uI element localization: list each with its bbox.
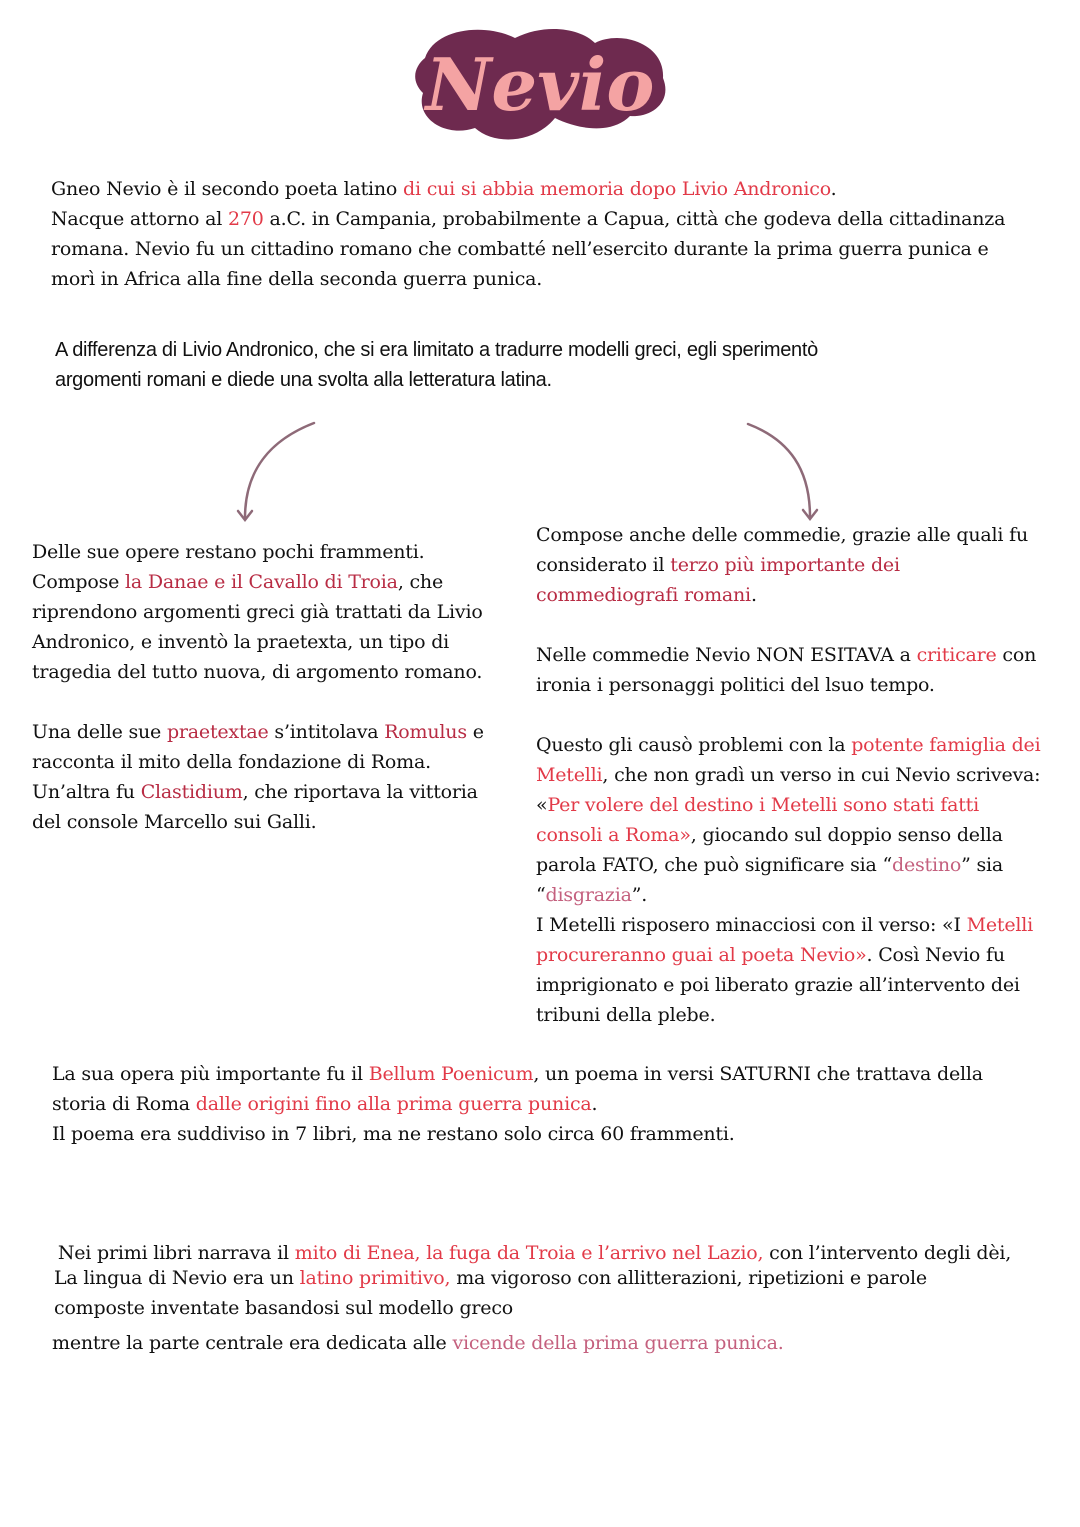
svg-text:Nevio: Nevio <box>425 42 655 127</box>
arrow-right-icon <box>748 424 810 517</box>
right-column-comedies: Compose anche delle commedie, grazie alle quali fu considerato il terzo più importante dei commediografi romani. Nelle commedie Nevio NON ESITAVA a criticare con ironia i personaggi politici del lsuo tempo. Questo gli causò problemi con la potente famiglia dei Metelli, che non gradì un verso in cui Nevio scriveva: «Per volere del destino i Metelli sono stati fatti consoli a Roma», giocando sul doppio senso della parola FATO, che può significare sia “destino” sia “disgrazia”. I Metelli risposero minacciosi con il verso: «I Metelli procureranno guai al poeta Nevio». Così Nevio fu imprigionato e poi liberato grazie all’intervento dei tribuni della plebe. <box>536 524 1041 1026</box>
books-paragraph: Nei primi libri narrava il mito di Enea, la fuga da Troia e l’arrivo nel Lazio, con l’intervento degli dèi, mentre la parte centrale era dedicata alle vicende della prima guerra punica. <box>52 1242 1012 1354</box>
title-badge <box>405 18 675 163</box>
title-logo <box>405 18 675 163</box>
intro-paragraph: Gneo Nevio è il secondo poeta latino di cui si abbia memoria dopo Livio Andronico. Nacque attorno al 270 a.C. in Campania, probabilmente a Capua, città che godeva della cittadinanza romana. Nevio fu un cittadino romano che combatté nell’esercito durante la prima guerra punica e morì in Africa alla fine della seconda guerra punica. <box>51 178 1006 290</box>
language-paragraph: La lingua di Nevio era un latino primitivo, ma vigoroso con allitterazioni, ripetizioni e parole composte inventate basandosi sul modello greco <box>54 1267 927 1319</box>
left-column-works: Delle sue opere restano pochi frammenti. Compose la Danae e il Cavallo di Troia, che riprendono argomenti greci già trattati da Livio Andronico, e inventò la praetexta, un tipo di tragedia del tutto nuova, di argomento romano. Una delle sue praetextae s’intitolava Romulus e racconta il mito della fondazione di Roma. Un’altra fu Clastidium, che riportava la vittoria del console Marcello sui Galli. <box>32 541 484 833</box>
arrowhead-right-icon <box>803 510 817 519</box>
arrowhead-left-icon <box>238 511 252 520</box>
arrow-left-icon <box>245 423 314 518</box>
bellum-paragraph: La sua opera più importante fu il Bellum Poenicum, un poema in versi SATURNI che trattava della storia di Roma dalle origini fino alla prima guerra punica. Il poema era suddiviso in 7 libri, ma ne restano solo circa 60 frammenti. <box>52 1063 983 1145</box>
difference-paragraph: A differenza di Livio Andronico, che si era limitato a tradurre modelli greci, egli sperimentò argomenti romani e diede una svolta alla letteratura latina. <box>55 339 818 391</box>
